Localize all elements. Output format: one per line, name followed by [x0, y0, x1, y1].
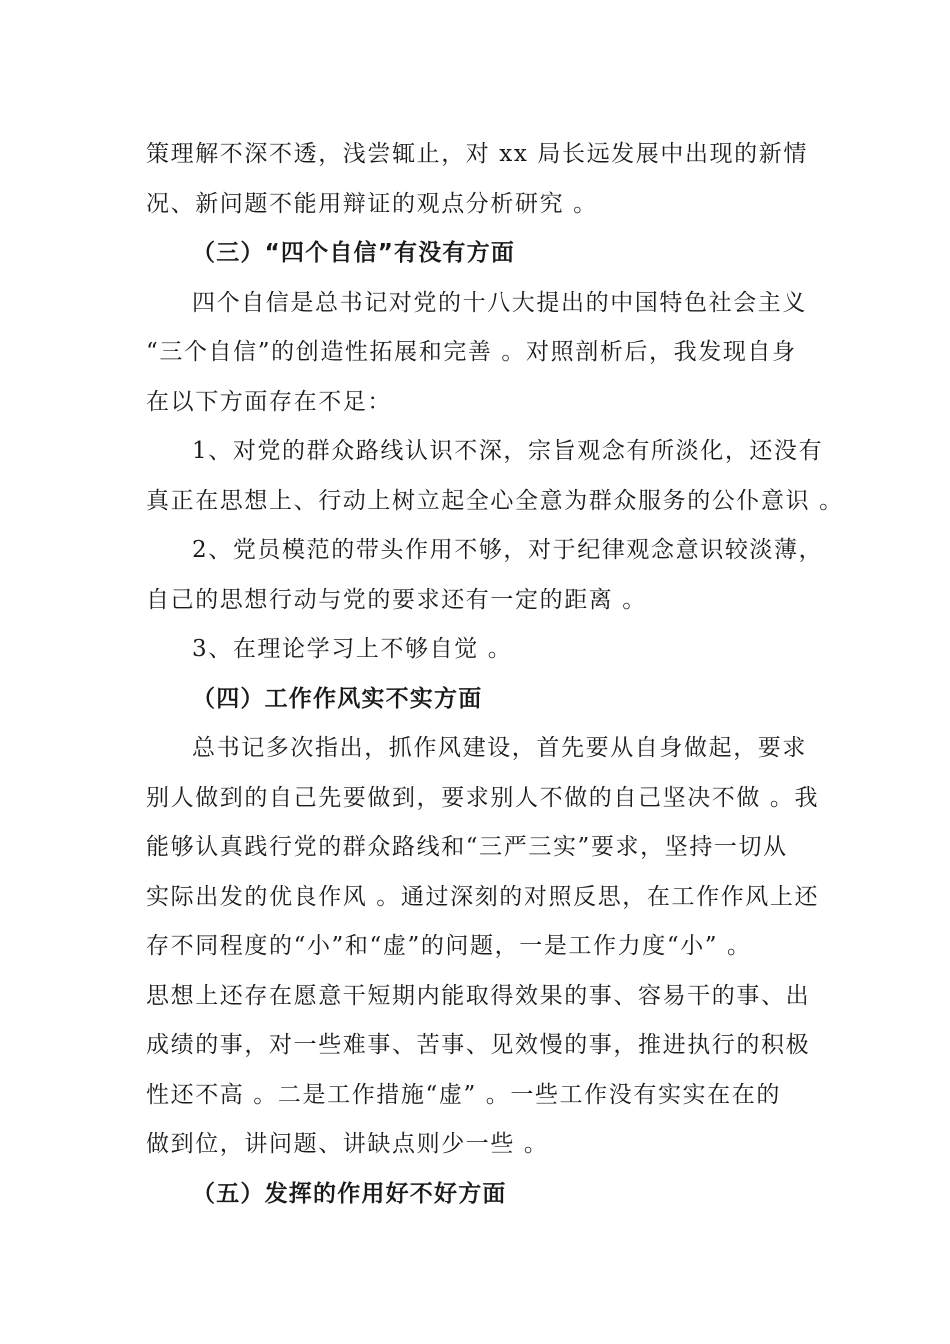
text-line: 思想上还存在愿意干短期内能取得效果的事、容易干的事、出 [146, 982, 811, 1009]
text-line: 实际出发的优良作风 。通过深刻的对照反思，在工作作风上还 [146, 883, 820, 910]
text-line: 存不同程度的“小”和“虚”的问题，一是工作力度“小” 。 [146, 933, 752, 959]
text-line: 自己的思想行动与党的要求还有一定的距离 。 [146, 586, 647, 613]
text-line: 总书记多次指出，抓作风建设，首先要从自身做起，要求 [192, 735, 807, 761]
text-line: 性还不高 。二是工作措施“虚” 。一些工作没有实实在在的 [146, 1081, 781, 1108]
text-line: 况、新问题不能用辩证的观点分析研究 。 [146, 190, 598, 217]
text-line: 能够认真践行党的群众路线和“三严三实”要求，坚持一切从 [146, 834, 788, 860]
text-line: 做到位，讲问题、讲缺点则少一些 。 [146, 1131, 549, 1157]
text-line: 策理解不深不透，浅尝辄止，对 xx 局长远发展中出现的新情 [146, 141, 808, 167]
text-line: 成绩的事，对一些难事、苦事、见效慢的事，推进执行的积极 [146, 1032, 811, 1058]
section-heading-3: （三）“四个自信”有没有方面 [192, 240, 516, 266]
list-item-3: 3、在理论学习上不够自觉 。 [192, 636, 513, 662]
text-line: 别人做到的自己先要做到，要求别人不做的自己坚决不做 。我 [146, 784, 820, 811]
text-line: 在以下方面存在不足： [146, 388, 392, 415]
text-line: 四个自信是总书记对党的十八大提出的中国特色社会主义 [192, 289, 807, 316]
text-line: 真正在思想上、行动上树立起全心全意为群众服务的公仆意识 。 [146, 487, 844, 514]
list-item-1: 1、对党的群众路线认识不深，宗旨观念有所淡化，还没有 [192, 438, 824, 464]
section-heading-4: （四）工作作风实不实方面 [192, 685, 483, 712]
section-heading-5: （五）发挥的作用好不好方面 [192, 1180, 507, 1207]
document-body [146, 130, 844, 1219]
text-line: “三个自信”的创造性拓展和完善 。对照剖析后，我发现自身 [146, 339, 797, 365]
list-item-2: 2、党员模范的带头作用不够，对于纪律观念意识较淡薄， [192, 537, 824, 563]
